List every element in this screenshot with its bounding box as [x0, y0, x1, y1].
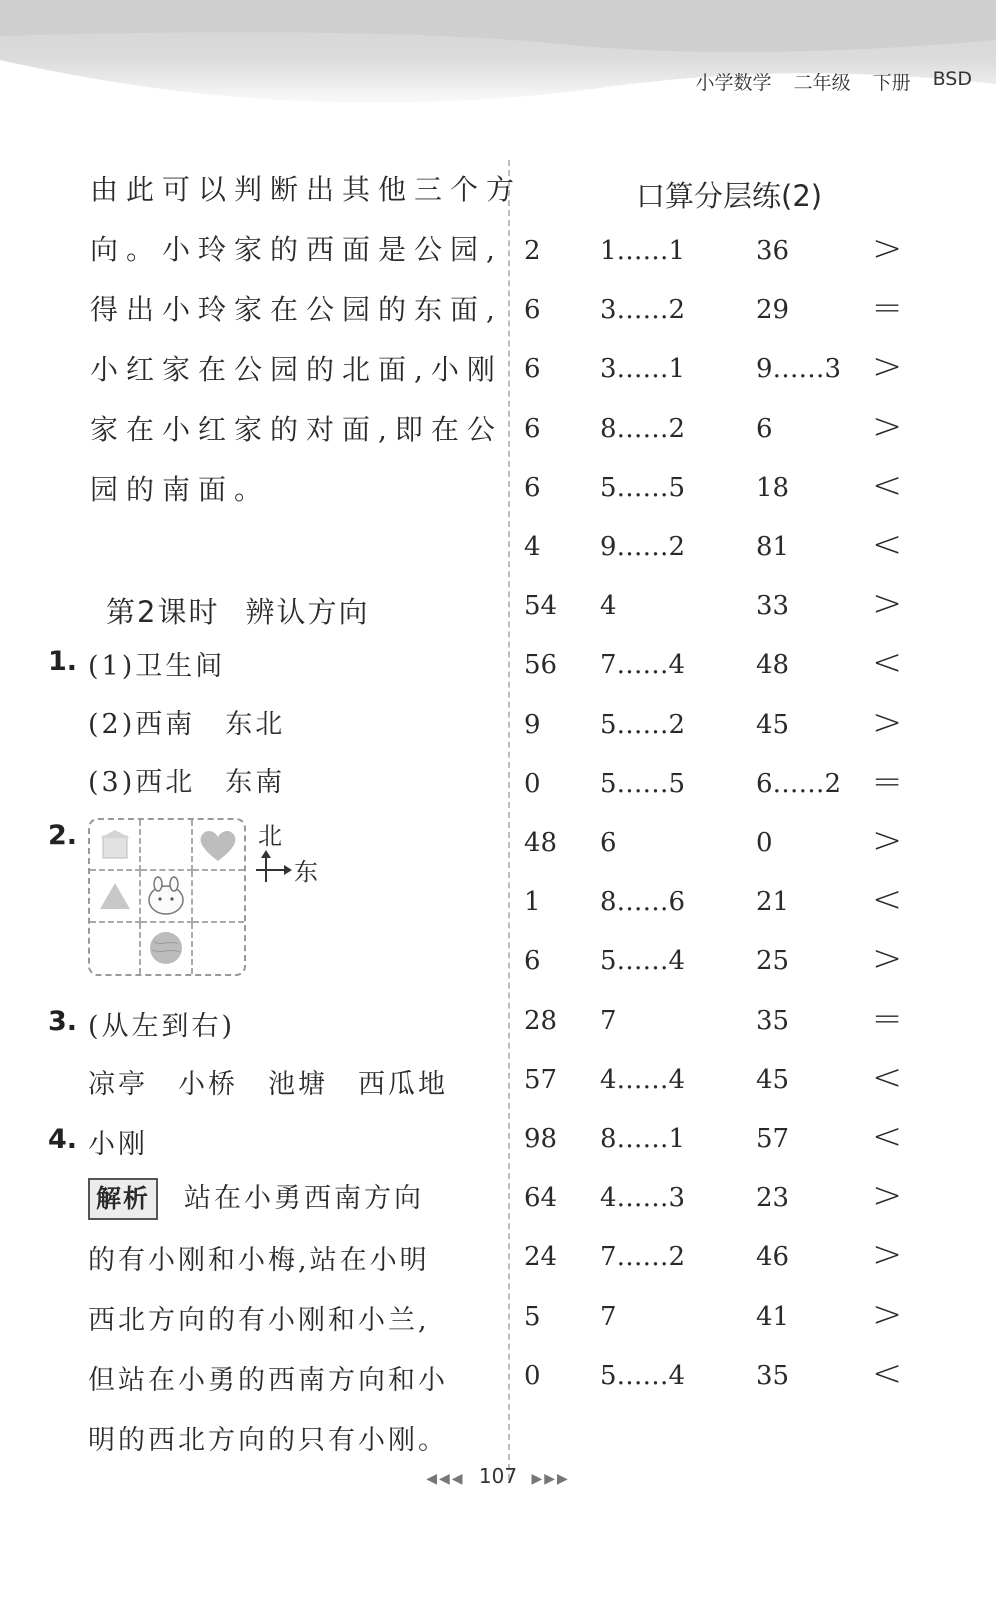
answer-cell: 9……3 — [756, 354, 842, 385]
answer-cell: 21 — [756, 887, 790, 918]
answer-row — [0, 346, 996, 413]
comparison-sign: < — [872, 1056, 903, 1098]
answer-cell: 18 — [756, 472, 790, 503]
comparison-sign: < — [872, 524, 903, 565]
answer-cell: 57 — [524, 1064, 558, 1095]
answer-cell: 5 — [524, 1301, 541, 1332]
answer-row — [0, 1175, 996, 1242]
compass-east-label: 东 — [294, 858, 318, 886]
q4-answer: 小刚 — [88, 1129, 148, 1160]
answer-row — [0, 287, 996, 354]
paragraph-line: 园的南面。 — [90, 473, 271, 506]
comparison-sign: > — [872, 228, 903, 269]
answer-cell: 29 — [756, 295, 790, 326]
answer-cell: 6 — [756, 413, 773, 444]
answer-cell: 4……3 — [600, 1183, 686, 1214]
answer-cell: 33 — [756, 591, 790, 622]
question-number: 1. — [48, 646, 78, 677]
comparison-sign: > — [872, 583, 903, 625]
drill-title: 口算分层练(2) — [636, 179, 823, 213]
answer-cell: 54 — [524, 591, 558, 622]
answer-cell: 48 — [756, 650, 790, 681]
comparison-sign: > — [872, 405, 903, 447]
q1-answer-2b: 东北 — [225, 709, 286, 740]
comparison-sign: = — [872, 997, 903, 1039]
comparison-sign: > — [872, 346, 903, 388]
answer-row — [0, 642, 996, 709]
answer-row — [0, 820, 996, 887]
answer-cell: 25 — [756, 946, 790, 977]
answer-cell: 1 — [524, 887, 541, 918]
answer-cell: 6 — [524, 354, 541, 385]
answer-cell: 9 — [524, 709, 541, 740]
answer-row — [0, 760, 996, 828]
answer-row — [0, 228, 996, 295]
answer-cell: 7……4 — [600, 650, 686, 681]
answer-row — [0, 524, 996, 591]
answer-cell: 5……4 — [600, 946, 686, 977]
analysis-text: 站在小勇西南方向 — [184, 1183, 425, 1214]
answer-cell: 0 — [524, 1360, 541, 1391]
answer-cell: 56 — [524, 650, 558, 681]
answer-cell: 6 — [600, 828, 617, 858]
answer-cell: 57 — [756, 1124, 790, 1154]
comparison-sign: > — [872, 1234, 903, 1276]
lesson-name: 辨认方向 — [245, 595, 370, 629]
answer-row — [0, 938, 996, 1005]
answer-row — [0, 997, 996, 1065]
prev-arrows-icon: ◀◀◀ — [426, 1471, 465, 1487]
comparison-sign: < — [872, 1352, 903, 1394]
comparison-sign: < — [872, 642, 903, 684]
subject-label: 小学数学 — [695, 72, 772, 94]
edition-label: BSD — [932, 68, 972, 90]
comparison-sign: > — [872, 1175, 903, 1217]
answer-cell: 9……2 — [600, 532, 686, 562]
answer-cell: 5……2 — [600, 709, 686, 740]
answer-cell: 2 — [524, 236, 541, 266]
answer-row — [0, 405, 996, 473]
compass-north-label: 北 — [258, 822, 282, 850]
comparison-sign: < — [872, 879, 903, 921]
answer-cell: 98 — [524, 1124, 558, 1154]
q3-item: 凉亭 — [88, 1069, 148, 1100]
answer-cell: 35 — [756, 1005, 790, 1036]
answer-cell: 23 — [756, 1183, 790, 1214]
answer-cell: 0 — [524, 768, 541, 799]
answer-cell: 4 — [600, 591, 617, 622]
answer-row — [0, 583, 996, 650]
lesson-number: 第2课时 — [106, 595, 220, 629]
answer-cell: 6……2 — [756, 768, 842, 799]
answer-cell: 8……1 — [600, 1124, 686, 1154]
q3-item: 池塘 — [268, 1069, 328, 1100]
answer-cell: 5……5 — [600, 472, 686, 503]
answer-cell: 5……4 — [600, 1360, 686, 1391]
paragraph-line: 小红家在公园的北面,小刚 — [90, 353, 503, 386]
answer-cell: 7 — [600, 1301, 617, 1332]
answer-cell: 7……2 — [600, 1242, 686, 1273]
answer-cell: 6 — [524, 946, 541, 977]
comparison-sign: < — [872, 464, 903, 506]
answer-row — [0, 1293, 996, 1361]
q1-answer-3b: 东南 — [225, 767, 286, 798]
answer-cell: 48 — [524, 828, 558, 858]
book-info — [696, 68, 972, 95]
answer-row — [0, 1116, 996, 1183]
paragraph-line: 向。小玲家的西面是公园, — [90, 233, 503, 266]
q1-answer-1: (1)卫生间 — [88, 651, 226, 682]
answer-cell: 6 — [524, 472, 541, 503]
analysis-text: 明的西北方向的只有小刚。 — [88, 1425, 448, 1456]
question-number: 4. — [48, 1124, 78, 1155]
comparison-sign: > — [872, 820, 903, 861]
paragraph-line: 得出小玲家在公园的东面, — [90, 293, 503, 326]
answer-row — [0, 464, 996, 532]
comparison-sign: = — [872, 287, 903, 329]
answer-cell: 1……1 — [600, 236, 686, 266]
paragraph-line: 家在小红家的对面,即在公 — [90, 413, 503, 446]
answer-cell: 81 — [756, 532, 790, 562]
q3-item: 西瓜地 — [358, 1069, 448, 1100]
comparison-sign: = — [872, 760, 903, 802]
comparison-sign: > — [872, 1293, 903, 1335]
answer-cell: 5……5 — [600, 768, 686, 799]
q1-answer-2a: (2)西南 — [88, 709, 196, 740]
header-band — [0, 0, 996, 110]
answer-cell: 24 — [524, 1242, 558, 1273]
answer-cell: 41 — [756, 1301, 790, 1332]
answer-row — [0, 701, 996, 769]
page-number: 107 — [478, 1464, 518, 1488]
answer-cell: 0 — [756, 828, 773, 858]
answer-cell: 8……6 — [600, 887, 686, 918]
answer-cell: 4……4 — [600, 1064, 686, 1095]
question-number: 3. — [48, 1006, 78, 1037]
answer-cell: 7 — [600, 1005, 617, 1036]
answer-row — [0, 1352, 996, 1420]
answer-cell: 8……2 — [600, 413, 686, 444]
q1-answer-3a: (3)西北 — [88, 767, 196, 798]
analysis-text: 西北方向的有小刚和小兰, — [88, 1305, 430, 1336]
answer-cell: 3……1 — [600, 354, 686, 385]
answer-cell: 46 — [756, 1242, 790, 1273]
answer-cell: 36 — [756, 236, 790, 266]
answer-cell: 45 — [756, 709, 790, 740]
page-footer — [0, 1464, 996, 1488]
comparison-sign: > — [872, 701, 903, 743]
answer-cell: 64 — [524, 1183, 558, 1214]
answer-cell: 45 — [756, 1064, 790, 1095]
comparison-sign: < — [872, 1116, 903, 1157]
volume-label: 下册 — [872, 72, 911, 94]
answer-row — [0, 1234, 996, 1301]
answer-cell: 6 — [524, 413, 541, 444]
analysis-text: 但站在小勇的西南方向和小 — [88, 1365, 448, 1396]
answer-cell: 6 — [524, 295, 541, 326]
comparison-sign: > — [872, 938, 903, 980]
answer-cell: 35 — [756, 1360, 790, 1391]
analysis-tag: 解析 — [88, 1178, 158, 1220]
q3-hint: (从左到右) — [88, 1011, 236, 1042]
next-arrows-icon: ▶▶▶ — [531, 1471, 570, 1487]
answer-row — [0, 879, 996, 946]
answer-cell: 28 — [524, 1005, 558, 1036]
analysis-text: 的有小刚和小梅,站在小明 — [88, 1245, 430, 1276]
grade-label: 二年级 — [793, 72, 851, 94]
answer-row — [0, 1056, 996, 1124]
q3-item: 小桥 — [178, 1069, 238, 1100]
answer-cell: 4 — [524, 532, 541, 562]
answer-cell: 3……2 — [600, 295, 686, 326]
paragraph-line: 由此可以判断出其他三个方 — [90, 173, 523, 206]
question-number: 2. — [48, 820, 78, 851]
